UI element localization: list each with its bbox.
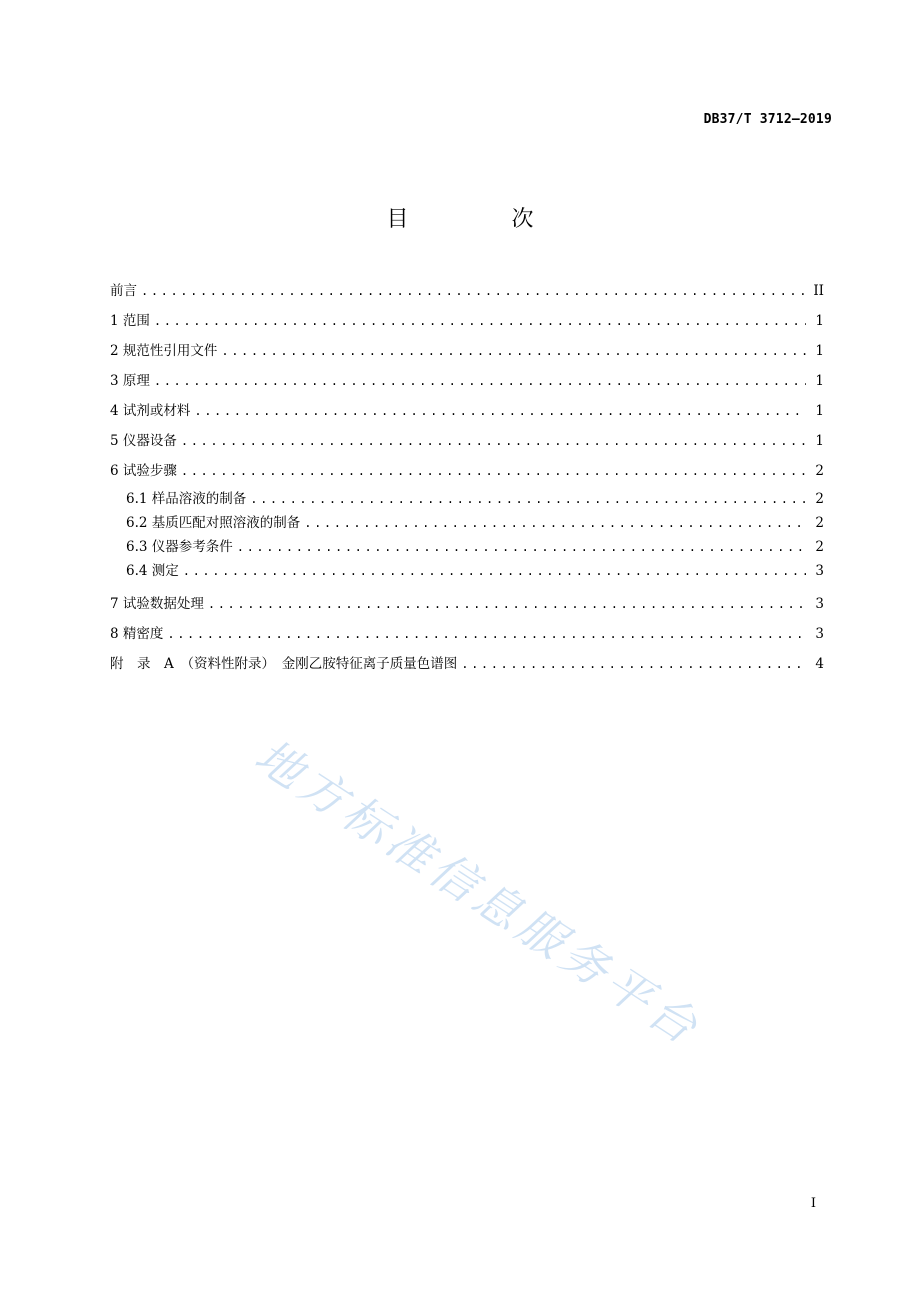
toc-entry-matrix-matched-solution[interactable]	[110, 511, 824, 535]
toc-entry-label: 6.4 测定	[126, 563, 179, 579]
toc-entry-instrument-conditions[interactable]	[110, 535, 824, 559]
toc-leader-dots	[208, 589, 806, 619]
toc-leader-dots	[237, 535, 806, 559]
toc-leader-dots	[154, 366, 806, 396]
toc-entry-label: 5 仪器设备	[110, 433, 177, 449]
toc-entry-page: 3	[815, 596, 824, 612]
toc-entry-label: 6.3 仪器参考条件	[126, 539, 233, 555]
toc-leader-dots	[181, 456, 806, 486]
toc-entry-page: 2	[815, 515, 824, 531]
toc-entry-data-processing[interactable]	[110, 589, 824, 619]
toc-entry-apparatus[interactable]	[110, 426, 824, 456]
toc-entry-determination[interactable]	[110, 559, 824, 583]
toc-leader-dots	[183, 559, 806, 583]
toc-entry-label: 2 规范性引用文件	[110, 343, 218, 359]
toc-leader-dots	[250, 487, 806, 511]
toc-list	[110, 276, 824, 679]
watermark: 地方标准信息服务平台	[245, 728, 712, 1057]
toc-entry-label: 6 试验步骤	[110, 463, 177, 479]
toc-leader-dots	[181, 426, 806, 456]
toc-leader-dots	[461, 649, 806, 679]
toc-entry-page: 3	[815, 626, 824, 642]
toc-entry-page: 1	[815, 403, 824, 419]
toc-entry-label: 附 录 A （资料性附录） 金刚乙胺特征离子质量色谱图	[110, 656, 458, 672]
toc-entry-label: 6.1 样品溶液的制备	[126, 491, 247, 507]
toc-entry-page: 3	[815, 563, 824, 579]
toc-entry-principle[interactable]	[110, 366, 824, 396]
toc-entry-page: II	[813, 283, 824, 299]
toc-entry-page: 2	[815, 539, 824, 555]
toc-entry-page: 1	[815, 313, 824, 329]
toc-entry-label: 前言	[110, 283, 137, 299]
toc-leader-dots	[141, 276, 806, 306]
toc-entry-label: 7 试验数据处理	[110, 596, 204, 612]
toc-entry-normative-references[interactable]	[110, 336, 824, 366]
toc-leader-dots	[221, 336, 806, 366]
toc-leader-dots	[154, 306, 806, 336]
toc-entry-page: 2	[815, 491, 824, 507]
toc-entry-foreword[interactable]	[110, 276, 824, 306]
toc-entry-label: 1 范围	[110, 313, 150, 329]
toc-leader-dots	[167, 619, 806, 649]
toc-entry-page: 4	[815, 656, 824, 672]
toc-entry-annex-a[interactable]	[110, 649, 824, 679]
toc-leader-dots	[304, 511, 806, 535]
toc-entry-page: 1	[815, 433, 824, 449]
toc-entry-label: 3 原理	[110, 373, 150, 389]
toc-entry-page: 1	[815, 343, 824, 359]
toc-entry-label: 6.2 基质匹配对照溶液的制备	[126, 515, 301, 531]
toc-entry-precision[interactable]	[110, 619, 824, 649]
document-code: DB37/T 3712—2019	[703, 112, 832, 127]
toc-entry-label: 4 试剂或材料	[110, 403, 191, 419]
toc-entry-page: 2	[815, 463, 824, 479]
toc-entry-reagents[interactable]	[110, 396, 824, 426]
toc-entry-sample-preparation[interactable]	[110, 487, 824, 511]
toc-entry-page: 1	[815, 373, 824, 389]
toc-entry-procedure[interactable]	[110, 456, 824, 486]
toc-title: 目 次	[386, 207, 582, 232]
page-number: I	[810, 1196, 816, 1211]
toc-leader-dots	[194, 396, 806, 426]
toc-entry-scope[interactable]	[110, 306, 824, 336]
toc-entry-label: 8 精密度	[110, 626, 164, 642]
